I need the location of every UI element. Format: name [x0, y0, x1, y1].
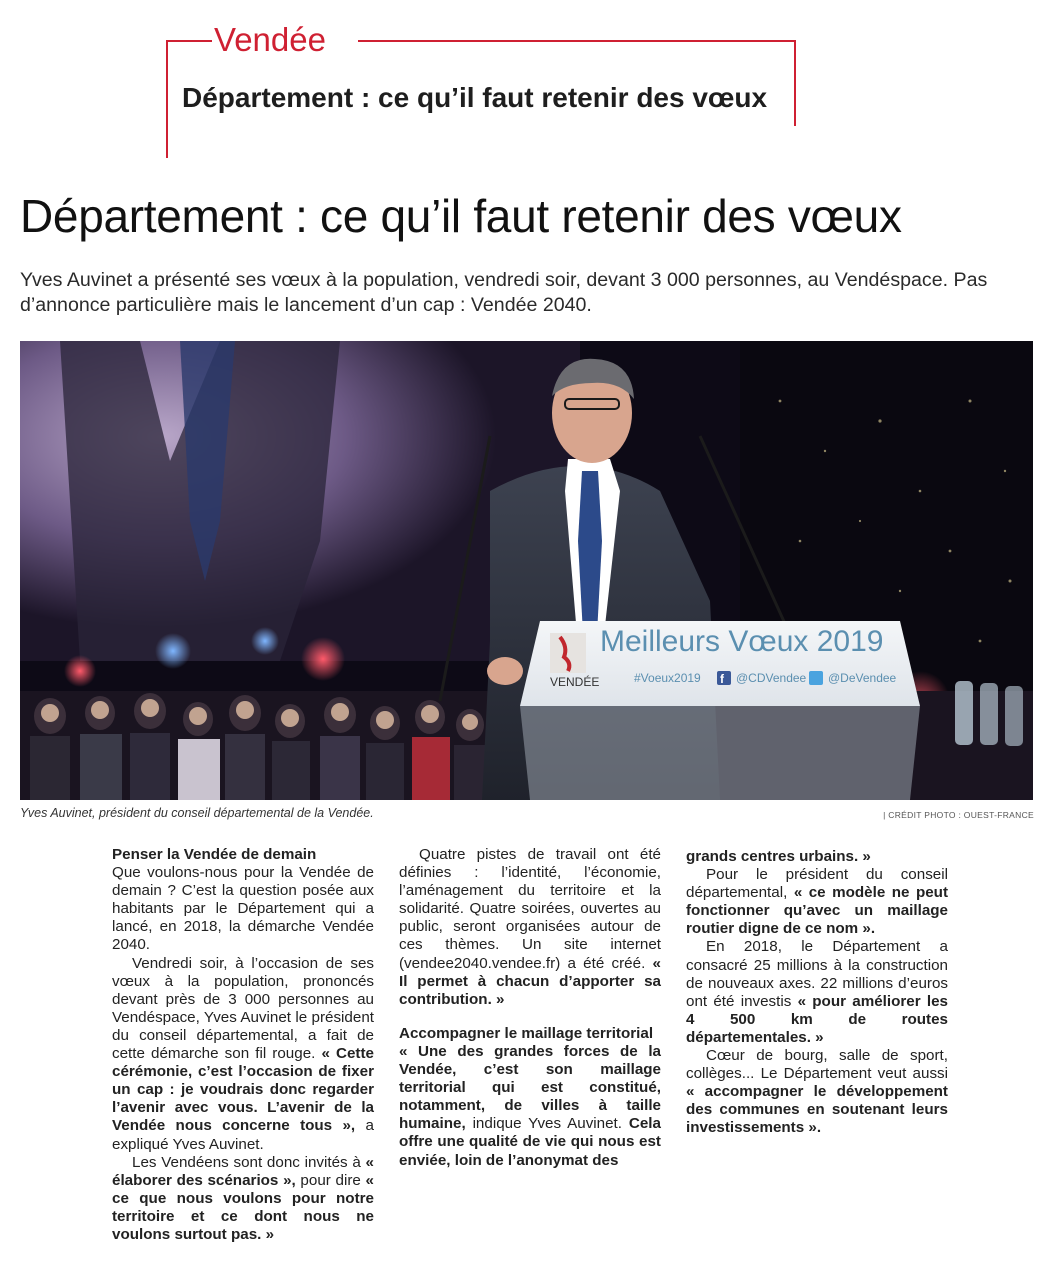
paragraph: Pour le président du conseil départemental, « ce modèle ne peut fonctionner qu’avec un maillage routier digne de ce nom ». [686, 866, 948, 938]
quote: « ce modèle ne peut fonctionner qu’avec un maillage routier digne de ce nom ». [686, 884, 948, 938]
article-column-1 [112, 846, 374, 1244]
header-subtitle: Département : ce qu’il faut retenir des vœux [182, 82, 768, 113]
quote: « Cette cérémonie, c’est l’occasion de fixer un cap : je voudrais donc regarder l’avenir avec vous. L’avenir de la Vendée nous concerne tous », [112, 1045, 374, 1135]
paragraph: « Une des grandes forces de la Vendée, c’est son maillage territorial qui est constitué, notamment, de villes à taille humaine, indique Yves Auvinet. Cela offre une qualité de vie qui nous est enviée, loin de l’anonymat des [399, 1042, 661, 1169]
subheading: Accompagner le maillage territorial [399, 1024, 654, 1042]
article-photo [20, 341, 1033, 800]
twitter-icon [809, 671, 823, 685]
banner-twitter: @DeVendee [828, 671, 897, 685]
banner-title: Meilleurs Vœux 2019 [600, 625, 884, 658]
paragraph: Les Vendéens sont donc invités à « élaborer des scénarios », pour dire « ce que nous voulons pour notre territoire et ce dont nous ne voulons surtout pas. » [112, 1153, 374, 1243]
paragraph: Vendredi soir, à l’occasion de ses vœux à la population, prononcés devant près de 3 000 personnes au Vendéspace, Yves Auvinet le président du conseil départemental, a fait de cette démarche son fil rouge. « Cette cérémonie, c’est l’occasion de fixer un cap : je voudrais donc regarder l’avenir avec vous. L’avenir de la Vendée nous concerne tous », a expliqué Yves Auvinet. [112, 954, 374, 1153]
quote: « ce que nous voulons pour notre territoire et ce dont nous ne voulons surtout pas. » [112, 1171, 374, 1243]
article-title: Département : ce qu’il faut retenir des vœux [20, 190, 902, 242]
quote: « accompagner le développement des communes en soutenant leurs investissements ». [686, 1083, 948, 1137]
lectern-logo: VENDÉE [550, 675, 600, 689]
subheading: Penser la Vendée de demain [112, 846, 317, 863]
photo-caption: Yves Auvinet, président du conseil départemental de la Vendée. [20, 806, 374, 820]
article-column-3 [686, 848, 948, 1138]
photo-credit: | CRÉDIT PHOTO : OUEST-FRANCE [883, 810, 1034, 820]
quote: « Une des grandes forces de la Vendée, c’est son maillage territorial qui est constitué, notamment, de villes à taille humaine, [399, 1042, 661, 1133]
header-rule-top-right [358, 40, 796, 42]
header-rule-right [794, 40, 796, 126]
banner-hashtag: #Voeux2019 [634, 671, 701, 685]
section-name: Vendée [214, 21, 326, 58]
quote: Cela offre une qualité de vie qui nous est enviée, loin de l’anonymat des [399, 1115, 661, 1169]
paragraph: Que voulons-nous pour la Vendée de demain ? C’est la question posée aux habitants par le Département qui a lancé, en 2018, la démarche Vendée 2040. [112, 864, 374, 954]
header-rule-top-left [166, 40, 212, 42]
header-rule-left [166, 40, 168, 158]
quote: « pour améliorer les 4 500 km de routes départementales. » [686, 992, 948, 1046]
quote: grands centres urbains. » [686, 848, 871, 865]
quote: « Il permet à chacun d’apporter sa contribution. » [399, 954, 661, 1008]
quote: « élaborer des scénarios », [112, 1153, 374, 1189]
svg-text:f: f [720, 672, 724, 686]
banner-facebook: @CDVendee [736, 671, 807, 685]
article-column-2 [399, 846, 661, 1170]
paragraph: Cœur de bourg, salle de sport, collèges... Le Département veut aussi « accompagner le développement des communes en soutenant leurs investissements ». [686, 1047, 948, 1137]
paragraph: Quatre pistes de travail ont été définies : l’identité, l’économie, l’aménagement du territoire et la solidarité. Quatre soirées, ouvertes au public, seront organisées autour de ces thèmes. Un site internet (vendee2040.vendee.fr) a été créé. « Il permet à chacun d’apporter sa contribution. » [399, 846, 661, 1008]
paragraph: En 2018, le Département a consacré 25 millions à la construction de nouveaux axes. 22 millions d’euros ont été investis « pour améliorer les 4 500 km de routes départementales. » [686, 938, 948, 1046]
article-lede: Yves Auvinet a présenté ses vœux à la population, vendredi soir, devant 3 000 personnes, au Vendéspace. Pas d’annonce particulière mais le lancement d’un cap : Vendée 2040. [20, 269, 988, 316]
